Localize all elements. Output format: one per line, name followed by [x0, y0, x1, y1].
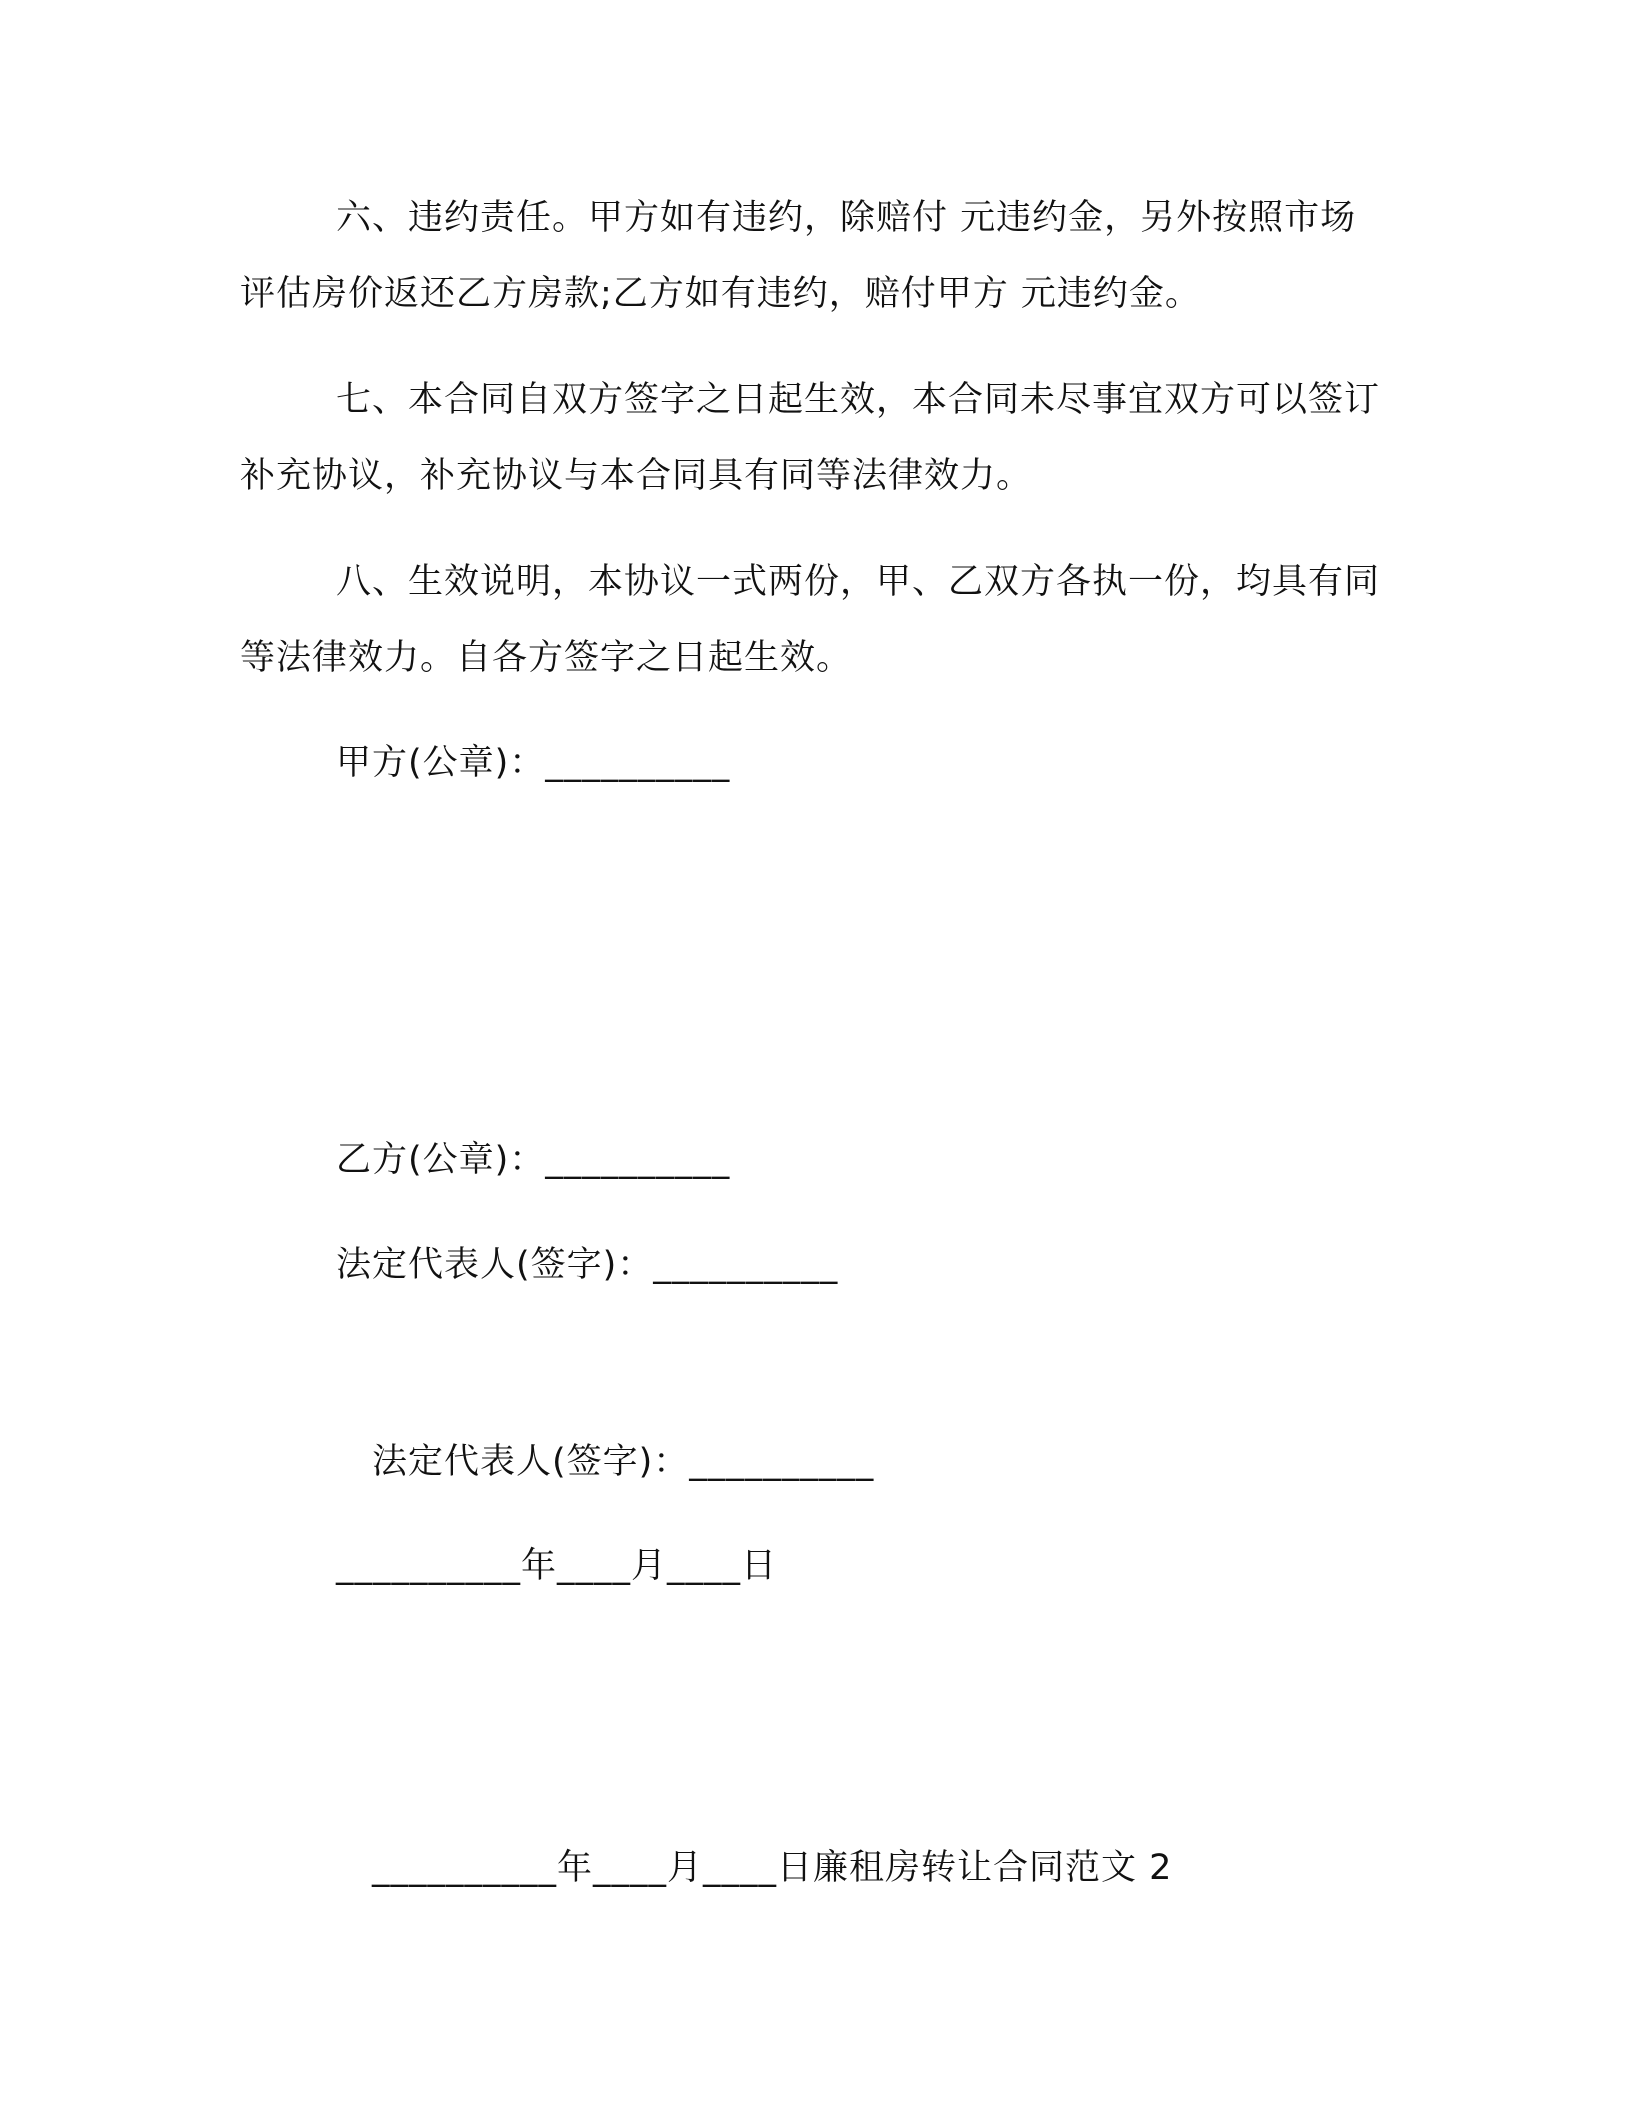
legal-representative-signature-line-2: 法定代表人(签字)：__________	[372, 1442, 875, 1482]
date-line: __________年____月____日	[336, 1546, 778, 1586]
next-contract-title: __________年____月____日廉租房转让合同范文 2	[372, 1848, 1173, 1888]
party-b-seal-line: 乙方(公章)：__________	[336, 1140, 731, 1180]
clause-six: 六、违约责任。甲方如有违约，除赔付 元违约金，另外按照市场评估房价返还乙方房款;乙方如有违约，赔付甲方 元违约金。	[240, 198, 1357, 314]
party-a-seal-line: 甲方(公章)：__________	[336, 743, 731, 783]
clause-eight: 八、生效说明，本协议一式两份，甲、乙双方各执一份，均具有同等法律效力。自各方签字之日起生效。	[240, 562, 1381, 678]
clause-seven: 七、本合同自双方签字之日起生效，本合同未尽事宜双方可以签订补充协议，补充协议与本合同具有同等法律效力。	[240, 380, 1381, 496]
legal-representative-signature-line: 法定代表人(签字)：__________	[336, 1245, 839, 1285]
